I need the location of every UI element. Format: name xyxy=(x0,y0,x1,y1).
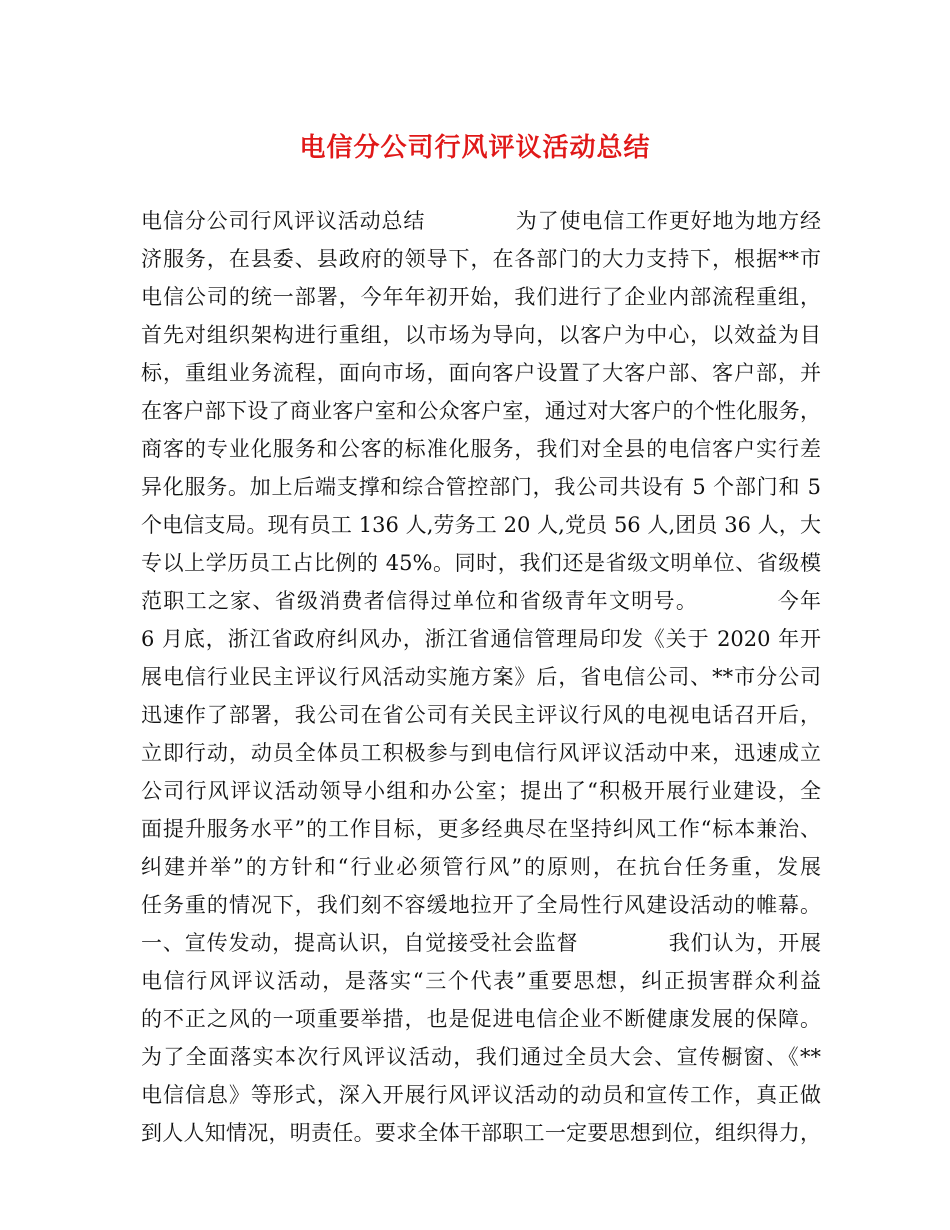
body-text-line: 范职工之家、省级消费者信得过单位和省级青年文明号。 今年 xyxy=(141,589,821,613)
document-title: 电信分公司行风评议活动总结 xyxy=(299,133,651,163)
body-text-line: 电信行风评议活动，是落实“三个代表”重要思想，纠正损害群众利益 xyxy=(141,969,821,993)
body-text-line: 异化服务。加上后端支撑和综合管控部门，我公司共设有 5 个部门和 5 xyxy=(141,475,821,499)
body-text-line: 纠建并举”的方针和“行业必须管行风”的原则，在抗台任务重，发展 xyxy=(141,855,821,879)
body-text-line: 面提升服务水平”的工作目标，更多经典尽在坚持纠风工作“标本兼治、 xyxy=(141,817,821,841)
body-text-line: 到人人知情况，明责任。要求全体干部职工一定要思想到位，组织得力， xyxy=(141,1121,821,1145)
body-text-line: 个电信支局。现有员工 136 人,劳务工 20 人,党员 56 人,团员 36 人，大 xyxy=(141,513,821,537)
document-body xyxy=(141,202,821,1152)
body-text-line: 首先对组织架构进行重组，以市场为导向，以客户为中心，以效益为目 xyxy=(141,323,821,347)
body-text-line: 6 月底，浙江省政府纠风办，浙江省通信管理局印发《关于 2020 年开 xyxy=(141,627,821,651)
body-text-line: 为了全面落实本次行风评议活动，我们通过全员大会、宣传橱窗、《** xyxy=(141,1045,821,1069)
body-text-line: 电信分公司行风评议活动总结 为了使电信工作更好地为地方经 xyxy=(141,209,821,233)
body-text-line: 商客的专业化服务和公客的标准化服务，我们对全县的电信客户实行差 xyxy=(141,437,821,461)
body-text-line: 电信信息》等形式，深入开展行风评议活动的动员和宣传工作，真正做 xyxy=(141,1083,821,1107)
body-text-line: 公司行风评议活动领导小组和办公室；提出了“积极开展行业建设，全 xyxy=(141,779,821,803)
body-text-line: 任务重的情况下，我们刻不容缓地拉开了全局性行风建设活动的帷幕。 xyxy=(141,893,821,917)
body-text-line: 济服务，在县委、县政府的领导下，在各部门的大力支持下，根据**市 xyxy=(141,247,821,271)
body-text-line: 展电信行业民主评议行风活动实施方案》后，省电信公司、**市分公司 xyxy=(141,665,821,689)
body-text-line: 电信公司的统一部署，今年年初开始，我们进行了企业内部流程重组， xyxy=(141,285,821,309)
body-text-line: 迅速作了部署，我公司在省公司有关民主评议行风的电视电话召开后， xyxy=(141,703,821,727)
body-text-line: 一、宣传发动，提高认识，自觉接受社会监督 我们认为，开展 xyxy=(141,931,821,955)
body-text-line: 专以上学历员工占比例的 45%。同时，我们还是省级文明单位、省级模 xyxy=(141,551,821,575)
body-text-line: 的不正之风的一项重要举措，也是促进电信企业不断健康发展的保障。 xyxy=(141,1007,821,1031)
body-text-line: 标，重组业务流程，面向市场，面向客户设置了大客户部、客户部，并 xyxy=(141,361,821,385)
body-text-line: 立即行动，动员全体员工积极参与到电信行风评议活动中来，迅速成立 xyxy=(141,741,821,765)
body-text-line: 在客户部下设了商业客户室和公众客户室，通过对大客户的个性化服务， xyxy=(141,399,821,423)
